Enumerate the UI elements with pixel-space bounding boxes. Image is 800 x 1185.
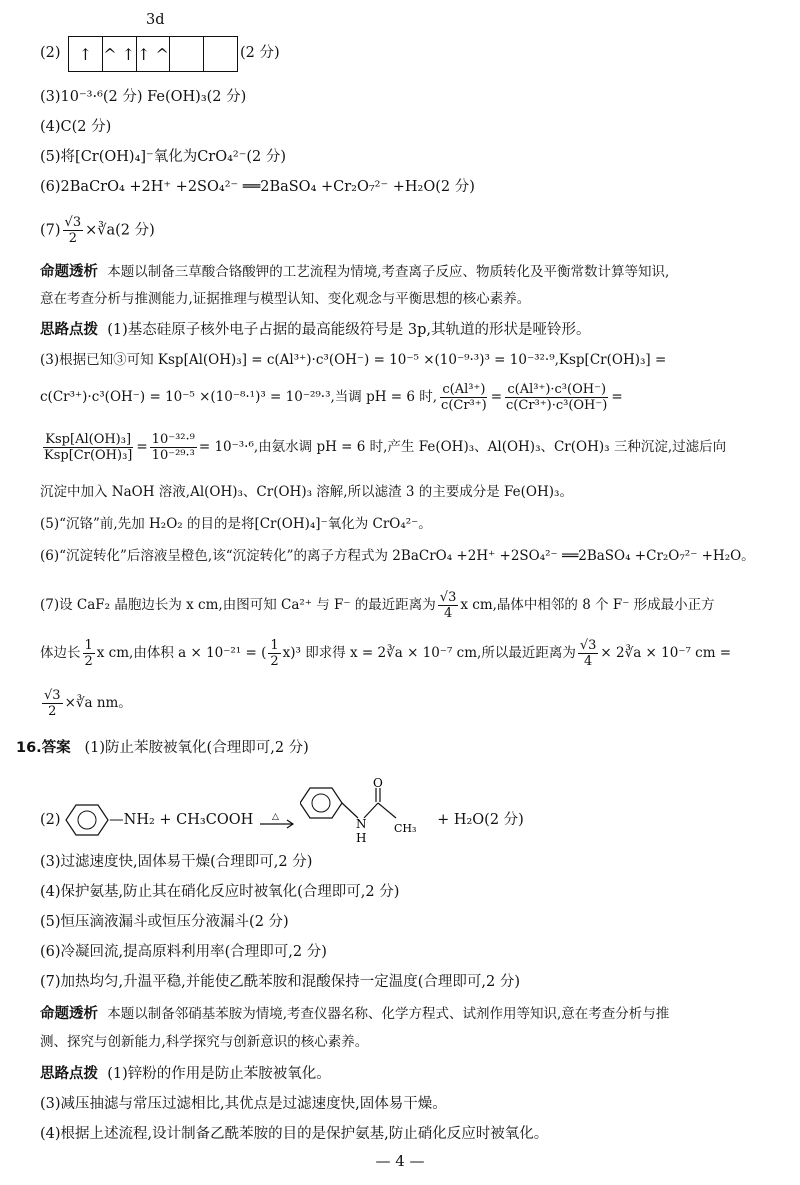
- q15-p2-num: (2): [40, 45, 61, 61]
- frac-den: 2: [270, 654, 279, 669]
- frac-den: Ksp[Cr(OH)₃]: [44, 448, 133, 463]
- hint-7b-tail: × 2∛a × 10⁻⁷ cm =: [600, 645, 732, 661]
- page-number: — 4 —: [375, 1152, 425, 1170]
- frac-num: Ksp[Al(OH)₃]: [45, 432, 132, 447]
- methyl-group: CH₃: [394, 822, 417, 835]
- orbital-cell: ↑ ^: [137, 37, 171, 71]
- equals: =: [136, 439, 148, 455]
- orbital-diagram-3d: [68, 36, 238, 72]
- equals: =: [490, 389, 503, 405]
- fraction: [63, 215, 84, 246]
- q16-p2-reactants: —NH₂ + CH₃COOH: [109, 812, 254, 828]
- hint-7b: [40, 638, 778, 669]
- benzene-ring-icon: [65, 803, 109, 837]
- hint-7a-tail: x cm,晶体中相邻的 8 个 F⁻ 形成最小正方: [460, 597, 715, 613]
- frac-num: √3: [439, 590, 457, 605]
- q15-hint: [40, 320, 778, 340]
- q16-hint-3: (3)减压抽滤与常压过滤相比,其优点是过滤速度快,固体易干燥。: [40, 1096, 447, 1112]
- frac-den: 2: [48, 704, 57, 719]
- hint-5: (5)“沉铬”前,先加 H₂O₂ 的目的是将[Cr(OH)₄]⁻氧化为 CrO₄²⁻。: [40, 516, 432, 532]
- frac-den: 2: [84, 654, 93, 669]
- q16-answer: [16, 738, 778, 758]
- fraction: [42, 432, 134, 463]
- frac-num: √3: [64, 215, 82, 230]
- hint-7a-text: (7)设 CaF₂ 晶胞边长为 x cm,由图可知 Ca²⁺ 与 F⁻ 的最近距离为: [40, 597, 436, 613]
- fraction: [268, 638, 280, 669]
- frac-den: c(Cr³⁺)·c³(OH⁻): [506, 398, 608, 413]
- q16-p7: (7)加热均匀,升温平稳,并能使乙酰苯胺和混酸保持一定温度(合理即可,2 分): [40, 974, 521, 990]
- nitrogen-atom: N: [356, 817, 367, 831]
- frac-num: √3: [579, 638, 597, 653]
- orbital-cell: [204, 37, 237, 71]
- orbital-cell: ^ ↑: [103, 37, 137, 71]
- question-number: 16.: [16, 740, 42, 756]
- frac-den: 10⁻²⁹·³: [151, 448, 195, 463]
- hint-7b-mid: x cm,由体积 a × 10⁻²¹ = (: [96, 645, 267, 661]
- frac-den: c(Cr³⁺): [441, 398, 487, 413]
- q15-p6: (6)2BaCrO₄ +2H⁺ +2SO₄²⁻ ══2BaSO₄ +Cr₂O₇²⁻ +H₂O(2 分): [40, 179, 475, 195]
- frac-den: 2: [68, 231, 77, 246]
- frac-num: 10⁻³²·⁹: [151, 432, 195, 447]
- frac-num: c(Al³⁺)·c³(OH⁻): [507, 382, 607, 397]
- q16-p6: (6)冷凝回流,提高原料利用率(合理即可,2 分): [40, 944, 327, 960]
- hint-7c-tail: ×∛a nm。: [64, 695, 132, 711]
- reaction-arrow-icon: [258, 809, 296, 831]
- q15-analysis: [40, 262, 778, 282]
- fraction: [83, 638, 95, 669]
- q16-p3: (3)过滤速度快,固体易干燥(合理即可,2 分): [40, 854, 313, 870]
- q16-hint: [40, 1064, 778, 1084]
- orbital-cell: ↑: [69, 37, 103, 71]
- hint-3b: [40, 382, 778, 413]
- hint-3a: (3)根据已知③可知 Ksp[Al(OH)₃] = c(Al³⁺)·c³(OH⁻) = 10⁻⁵ ×(10⁻⁹·³)³ = 10⁻³²·⁹,Ksp[Cr(OH)₃] =: [40, 352, 667, 368]
- hint-label: 思路点拨: [40, 322, 98, 338]
- q15-p7-num: (7): [40, 222, 61, 239]
- q15-p7: [40, 215, 778, 246]
- acetanilide-structure: [300, 778, 432, 848]
- frac-num: √3: [44, 688, 61, 703]
- q15-p5: (5)将[Cr(OH)₄]⁻氧化为CrO₄²⁻(2 分): [40, 149, 287, 165]
- analysis-text: 意在考查分析与推测能力,证据推理与模型认知、变化观念与平衡思想的核心素养。: [40, 291, 531, 307]
- heat-condition: △: [271, 812, 279, 822]
- equals: =: [611, 389, 623, 405]
- fraction: [578, 638, 599, 669]
- q15-p3: (3)10⁻³·⁶(2 分) Fe(OH)₃(2 分): [40, 89, 247, 105]
- hint-7b-head: 体边长: [40, 645, 81, 661]
- analysis-text: 本题以制备三草酸合铬酸钾的工艺流程为情境,考查离子反应、物质转化及平衡常数计算等知识,: [107, 264, 670, 280]
- q16-p2: [40, 778, 778, 848]
- q15-p4: (4)C(2 分): [40, 119, 112, 135]
- frac-num: c(Al³⁺): [442, 382, 486, 397]
- analysis-text: 测、探究与创新能力,科学探究与创新意识的核心素养。: [40, 1034, 369, 1050]
- hint-3d: 沉淀中加入 NaOH 溶液,Al(OH)₃、Cr(OH)₃ 溶解,所以滤渣 3 的主要成分是 Fe(OH)₃。: [40, 484, 573, 500]
- hint-7a: [40, 590, 778, 621]
- orbital-cell: [170, 37, 204, 71]
- frac-num: 1: [84, 638, 93, 653]
- analysis-label: 命题透析: [40, 1006, 98, 1022]
- hint-label: 思路点拨: [40, 1066, 98, 1082]
- q16-p4: (4)保护氨基,防止其在硝化反应时被氧化(合理即可,2 分): [40, 884, 400, 900]
- hint-7c: [40, 688, 778, 719]
- hint-3b-text: c(Cr³⁺)·c³(OH⁻) = 10⁻⁵ ×(10⁻⁸·¹)³ = 10⁻²⁹·³,当调 pH = 6 时,: [40, 389, 438, 405]
- orbital-label: 3d: [146, 12, 165, 28]
- oxygen-atom: O: [373, 778, 384, 790]
- hint-text: (1)锌粉的作用是防止苯胺被氧化。: [107, 1066, 331, 1082]
- frac-den: 4: [583, 654, 593, 669]
- frac-den: 4: [443, 606, 453, 621]
- frac-num: 1: [270, 638, 279, 653]
- hint-3c: [40, 432, 778, 463]
- hint-3c-text: = 10⁻³·⁶,由氨水调 pH = 6 时,产生 Fe(OH)₃、Al(OH)₃、Cr(OH)₃ 三种沉淀,过滤后向: [198, 439, 727, 455]
- fraction: [438, 590, 459, 621]
- fraction: [42, 688, 63, 719]
- analysis-label: 命题透析: [40, 264, 98, 280]
- q16-p2-num: (2): [40, 812, 61, 828]
- fraction: [504, 382, 609, 413]
- answer-label: 答案: [41, 740, 71, 756]
- q16-p5: (5)恒压滴液漏斗或恒压分液漏斗(2 分): [40, 914, 289, 930]
- hydrogen-atom: H: [356, 831, 367, 845]
- q16-p2-products: + H₂O(2 分): [437, 812, 524, 828]
- hint-7b-mid2: x)³ 即求得 x = 2∛a × 10⁻⁷ cm,所以最近距离为: [282, 645, 576, 661]
- q16-analysis: [40, 1004, 778, 1024]
- q16-p1: (1)防止苯胺被氧化(合理即可,2 分): [84, 740, 309, 756]
- q15-p7-tail: ×∛a(2 分): [85, 222, 155, 239]
- fraction: [150, 432, 197, 463]
- q16-hint-4: (4)根据上述流程,设计制备乙酰苯胺的目的是保护氨基,防止硝化反应时被氧化。: [40, 1126, 549, 1142]
- fraction: [439, 382, 489, 413]
- hint-6: (6)“沉淀转化”后溶液呈橙色,该“沉淀转化”的离子方程式为 2BaCrO₄ +2H⁺ +2SO₄²⁻ ══2BaSO₄ +Cr₂O₇²⁻ +H₂O。: [40, 548, 755, 564]
- q15-p2-score: (2 分): [240, 45, 280, 61]
- hint-text: (1)基态硅原子核外电子占据的最高能级符号是 3p,其轨道的形状是哑铃形。: [107, 322, 591, 338]
- analysis-text: 本题以制备邻硝基苯胺为情境,考查仪器名称、化学方程式、试剂作用等知识,意在考查分析与推: [107, 1006, 670, 1022]
